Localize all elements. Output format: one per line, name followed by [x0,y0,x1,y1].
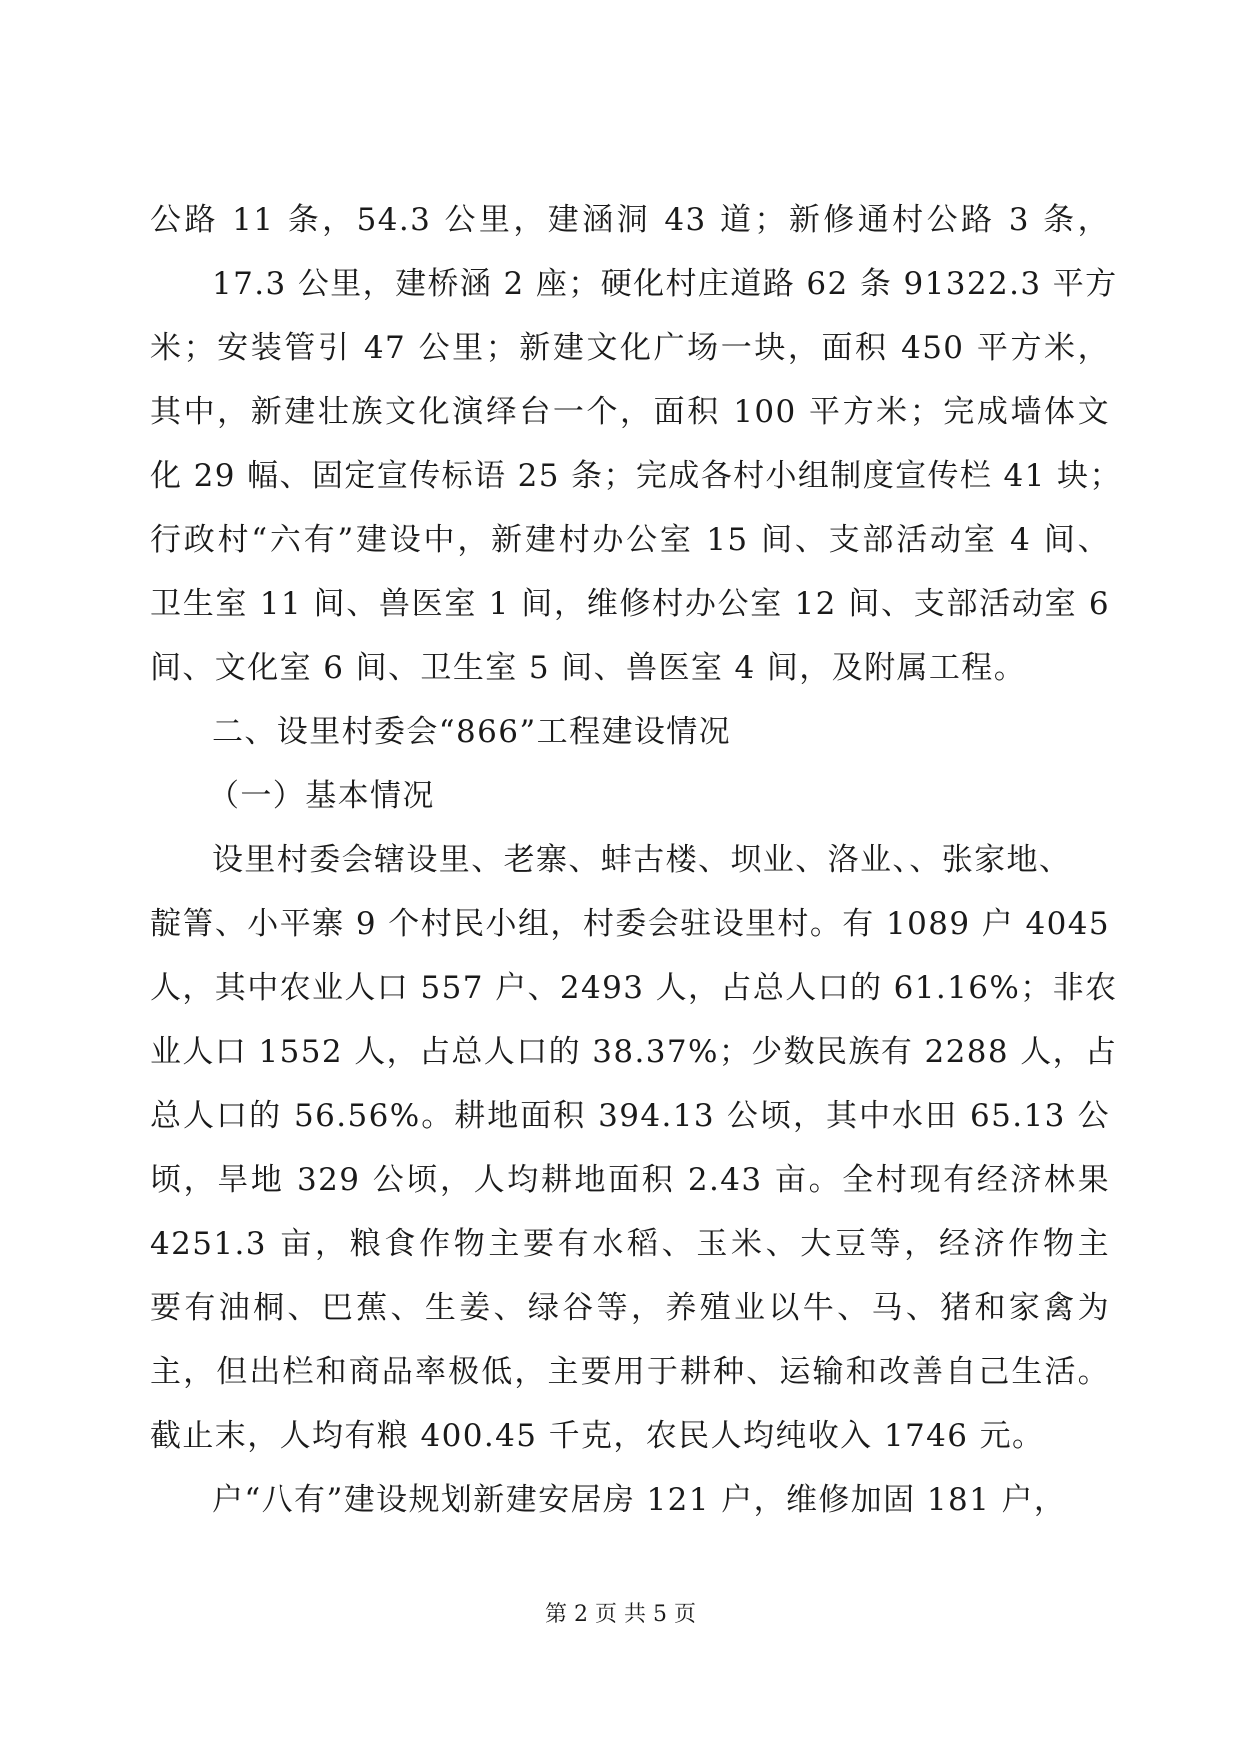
text-line-17: 4251.3 亩，粮食作物主要有水稻、玉米、大豆等，经济作物主 [150,1226,1110,1262]
text-line-11: 设里村委会辖设里、老寨、蚌古楼、坝业、洛业、、张家地、 [212,842,1072,878]
section-heading: 二、设里村委会“866”工程建设情况 [212,714,732,750]
text-line-12: 靛箐、小平寨 9 个村民小组，村委会驻设里村。有 1089 户 4045 [150,906,1110,942]
text-line-20: 截止末，人均有粮 400.45 千克，农民人均纯收入 1746 元。 [150,1418,1045,1454]
subsection-heading: （一）基本情况 [208,778,435,814]
page-number-footer: 第 2 页 共 5 页 [545,1602,696,1627]
text-line-1: 公路 11 条，54.3 公里，建涵洞 43 道；新修通村公路 3 条， [150,202,1110,238]
text-line-15: 总人口的 56.56%。耕地面积 394.13 公顷，其中水田 65.13 公 [150,1098,1110,1134]
text-line-5: 化 29 幅、固定宣传标语 25 条；完成各村小组制度宣传栏 41 块； [150,458,1122,494]
text-line-2: 17.3 公里，建桥涵 2 座；硬化村庄道路 62 条 91322.3 平方 [212,266,1118,302]
text-line-13: 人，其中农业人口 557 户、2493 人，占总人口的 61.16%；非农 [150,970,1118,1006]
text-line-19: 主，但出栏和商品率极低，主要用于耕种、运输和改善自己生活。 [150,1354,1110,1390]
text-line-18: 要有油桐、巴蕉、生姜、绿谷等，养殖业以牛、马、猪和家禽为 [150,1290,1110,1326]
text-line-21: 户“八有”建设规划新建安居房 121 户，维修加固 181 户， [212,1482,1067,1518]
text-line-16: 顷，旱地 329 公顷，人均耕地面积 2.43 亩。全村现有经济林果 [150,1162,1110,1198]
text-line-4: 其中，新建壮族文化演绎台一个，面积 100 平方米；完成墙体文 [150,394,1110,430]
text-line-8: 间、文化室 6 间、卫生室 5 间、兽医室 4 间，及附属工程。 [150,650,1027,686]
text-line-14: 业人口 1552 人，占总人口的 38.37%；少数民族有 2288 人，占 [150,1034,1118,1070]
text-line-6: 行政村“六有”建设中，新建村办公室 15 间、支部活动室 4 间、 [150,522,1110,558]
text-line-3: 米；安装管引 47 公里；新建文化广场一块，面积 450 平方米， [150,330,1110,366]
text-line-7: 卫生室 11 间、兽医室 1 间，维修村办公室 12 间、支部活动室 6 [150,586,1110,622]
